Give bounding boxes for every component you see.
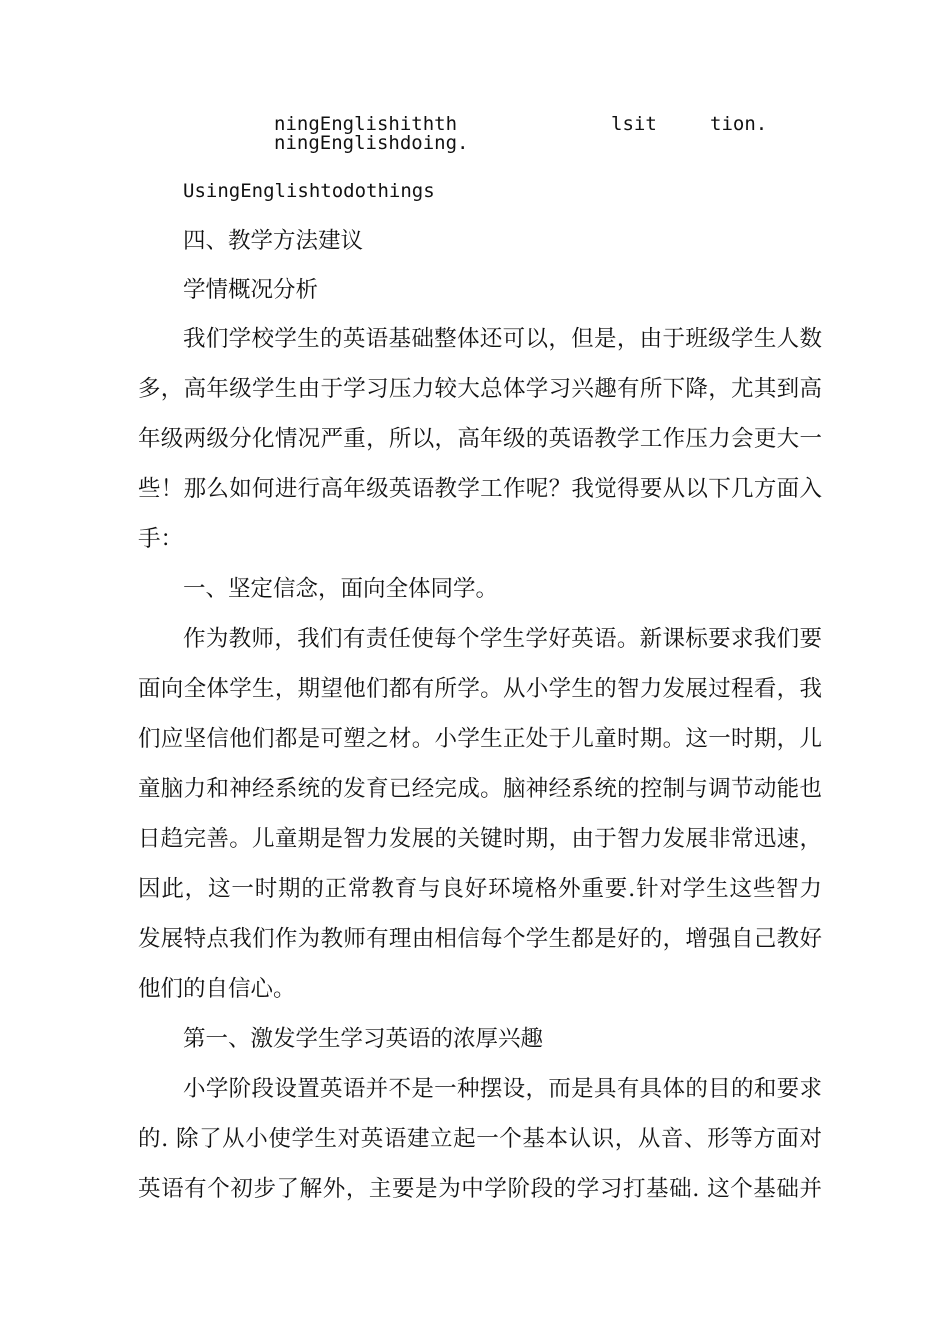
para1-line: 手： [138, 526, 184, 552]
section4-heading: 四、教学方法建议 [183, 228, 364, 254]
para2-line: 日趋完善。儿童期是智力发展的关键时期，由于智力发展非常迅速， [138, 826, 822, 852]
para2-line: 童脑力和神经系统的发育已经完成。脑神经系统的控制与调节动能也 [138, 776, 822, 802]
para2-line: 面向全体学生，期望他们都有所学。从小学生的智力发展过程看，我 [138, 676, 822, 702]
para2-line: 他们的自信心。 [138, 976, 296, 1002]
fragment-line1-part2: lsit [611, 113, 657, 135]
para3-line: 的. 除了从小使学生对英语建立起一个基本认识，从音、形等方面对 [138, 1126, 822, 1152]
para3-line: 英语有个初步了解外，主要是为中学阶段的学习打基础. 这个基础并 [138, 1176, 822, 1202]
point2-heading: 第一、激发学生学习英语的浓厚兴趣 [183, 1026, 544, 1052]
fragment-line1-part3: tion. [710, 113, 768, 135]
para2-line: 因此，这一时期的正常教育与良好环境格外重要.针对学生这些智力 [138, 876, 822, 902]
para2-line: 发展特点我们作为教师有理由相信每个学生都是好的，增强自己教好 [138, 926, 822, 952]
para2-line: 们应坚信他们都是可塑之材。小学生正处于儿童时期。这一时期，儿 [138, 726, 822, 752]
using-english-line: UsingEnglishtodothings [183, 180, 435, 202]
para1-line: 多，高年级学生由于学习压力较大总体学习兴趣有所下降，尤其到高 [138, 376, 822, 402]
para1-line: 年级两级分化情况严重，所以，高年级的英语教学工作压力会更大一 [138, 426, 822, 452]
subheading-analysis: 学情概况分析 [183, 277, 319, 303]
fragment-line1-part1: ningEnglishithth [274, 113, 458, 135]
para1-line: 些！那么如何进行高年级英语教学工作呢？我觉得要从以下几方面入 [138, 476, 822, 502]
para2-line: 作为教师，我们有责任使每个学生学好英语。新课标要求我们要 [183, 626, 822, 652]
para1-line: 我们学校学生的英语基础整体还可以，但是，由于班级学生人数 [183, 326, 822, 352]
fragment-line2: ningEnglishdoing. [274, 132, 469, 154]
para3-line: 小学阶段设置英语并不是一种摆设，而是具有具体的目的和要求 [183, 1076, 822, 1102]
point1-heading: 一、坚定信念，面向全体同学。 [183, 576, 499, 602]
